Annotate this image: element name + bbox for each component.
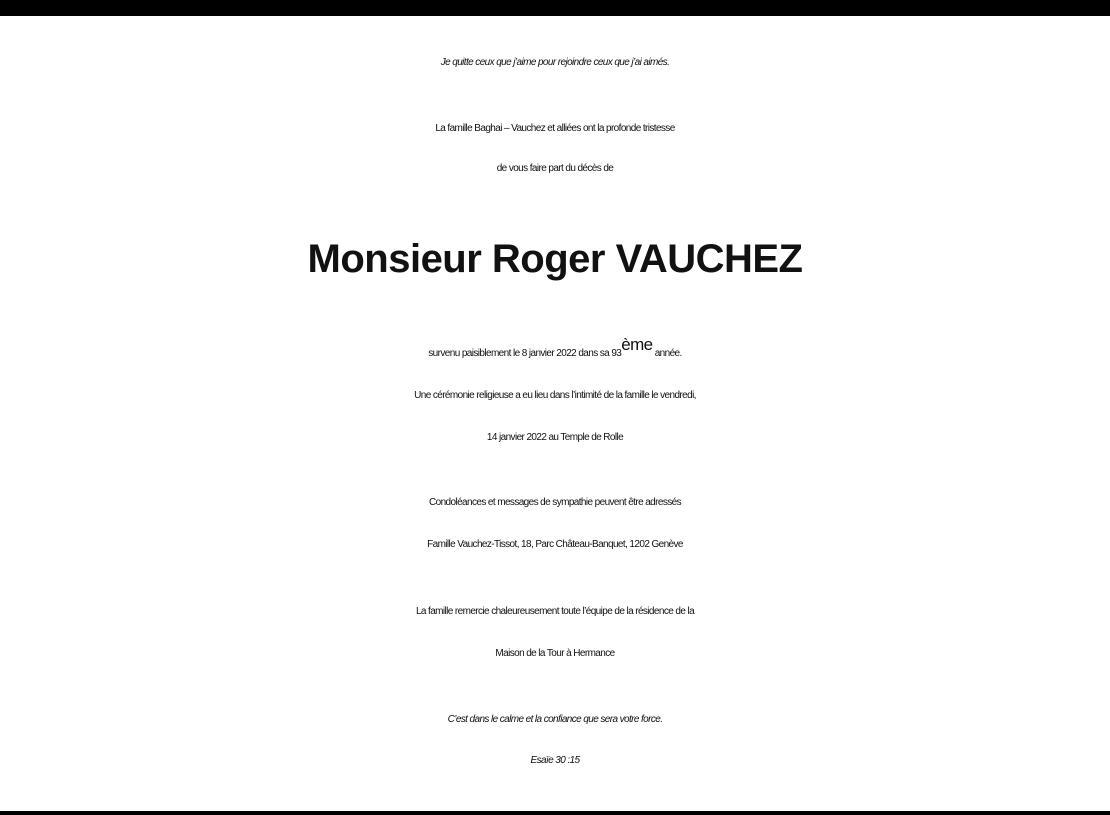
opening-quote: Je quitte ceux que j’aime pour rejoindre ceux que j’ai aimés.: [440, 57, 670, 68]
closing-quote: C’est dans le calme et la confiance que sera votre force.: [447, 714, 663, 725]
ceremony-line-1: Une cérémonie religieuse a eu lieu dans l’intimité de la famille le vendredi,: [414, 390, 696, 401]
passing-text-end: année.: [652, 348, 682, 359]
ceremony-line-2: 14 janvier 2022 au Temple de Rolle: [486, 432, 624, 443]
thanks-line-2: Maison de la Tour à Hermance: [495, 648, 615, 659]
thanks-line-1: La famille remercie chaleureusement toute l’équipe de la résidence de la: [415, 606, 695, 617]
announcement-line-2: de vous faire part du décès de: [496, 163, 614, 174]
bottom-border: [0, 811, 1110, 815]
top-border: [0, 0, 1110, 16]
condolences-line-1: Condoléances et messages de sympathie peuvent être adressés: [429, 497, 681, 508]
announcement-line-1: La famille Baghai – Vauchez et alliées ont la profonde tristesse: [435, 123, 675, 134]
ordinal-suffix: ème: [621, 334, 653, 354]
closing-reference: Esaïe 30 :15: [530, 755, 580, 766]
passing-line: [0, 334, 1110, 374]
passing-text: survenu paisiblement le 8 janvier 2022 dans sa 93: [428, 348, 622, 359]
condolences-address: Famille Vauchez-Tissot, 18, Parc Château-Banquet, 1202 Genève: [427, 539, 683, 550]
deceased-name: Monsieur Roger VAUCHEZ: [307, 237, 803, 281]
